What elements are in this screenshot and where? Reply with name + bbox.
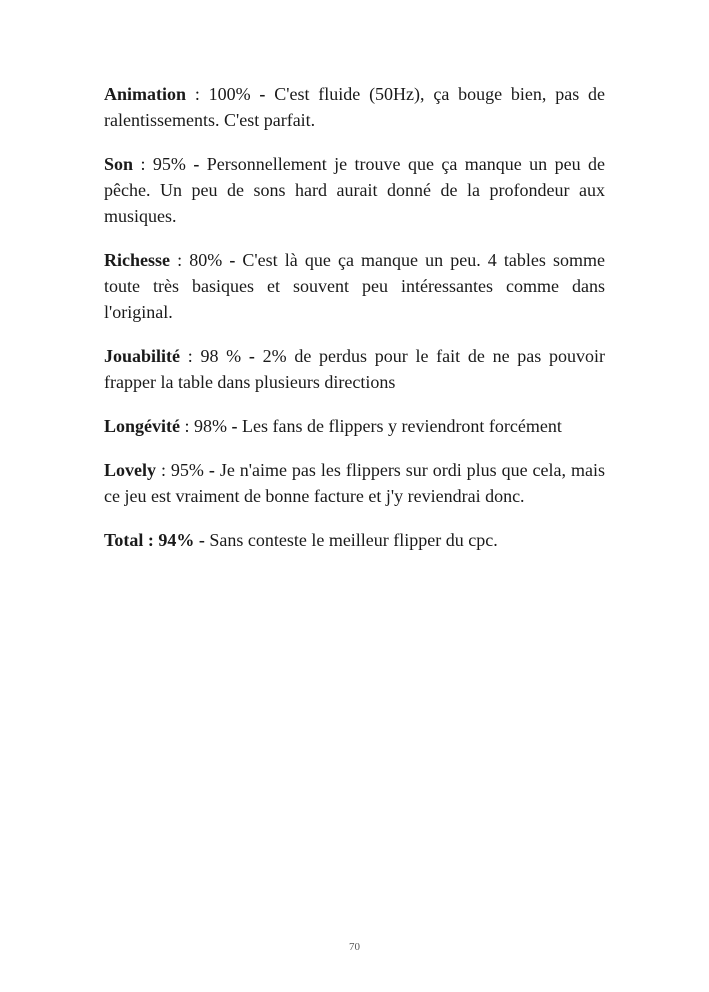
rating-term: Animation: [104, 84, 187, 104]
rating-term: Longévité: [104, 416, 180, 436]
rating-separator: :: [170, 250, 190, 270]
rating-score: 100%: [208, 84, 251, 104]
rating-score: 98%: [194, 416, 228, 436]
rating-longevite: [104, 413, 605, 439]
rating-score: 94%: [158, 530, 195, 550]
rating-dash: -: [203, 460, 220, 480]
rating-term: Richesse: [104, 250, 170, 270]
rating-separator: :: [180, 346, 201, 366]
rating-comment: Personnellement je trouve que ça manque un peu de pêche. Un peu de sons hard aurait donné de la profondeur aux musiques.: [104, 154, 605, 226]
rating-separator: :: [156, 460, 171, 480]
rating-separator: :: [133, 154, 153, 174]
rating-lovely: [104, 457, 605, 509]
rating-son: [104, 151, 605, 229]
ratings-list: [104, 81, 605, 571]
rating-dash: -: [227, 416, 243, 436]
rating-comment: C'est fluide (50Hz), ça bouge bien, pas de ralentissements. C'est parfait.: [104, 84, 605, 130]
rating-term: Total :: [104, 530, 154, 550]
rating-score: 98 %: [200, 346, 242, 366]
rating-comment: C'est là que ça manque un peu. 4 tables somme toute très basiques et souvent peu intéressantes comme dans l'original.: [104, 250, 605, 322]
rating-comment: 2% de perdus pour le fait de ne pas pouvoir frapper la table dans plusieurs directions: [104, 346, 605, 392]
rating-comment: Je n'aime pas les flippers sur ordi plus que cela, mais ce jeu est vraiment de bonne facture et j'y reviendrai donc.: [104, 460, 605, 506]
rating-jouabilite: [104, 343, 605, 395]
rating-richesse: [104, 247, 605, 325]
rating-dash: -: [250, 84, 275, 104]
rating-term: Son: [104, 154, 134, 174]
page-number: 70: [349, 941, 360, 953]
rating-score: 80%: [189, 250, 223, 270]
rating-dash: -: [185, 154, 207, 174]
rating-separator: :: [180, 416, 195, 436]
rating-dash: -: [241, 346, 263, 366]
rating-separator: :: [186, 84, 209, 104]
rating-score: 95%: [152, 154, 186, 174]
rating-term: Lovely: [104, 460, 156, 480]
rating-dash: -: [222, 250, 243, 270]
rating-score: 95%: [170, 460, 204, 480]
rating-comment: Sans conteste le meilleur flipper du cpc.: [209, 530, 498, 550]
rating-term: Jouabilité: [104, 346, 181, 366]
rating-dash: -: [194, 530, 210, 550]
rating-comment: Les fans de flippers y reviendront forcément: [242, 416, 562, 436]
rating-animation: [104, 81, 605, 133]
rating-total: [104, 527, 605, 553]
